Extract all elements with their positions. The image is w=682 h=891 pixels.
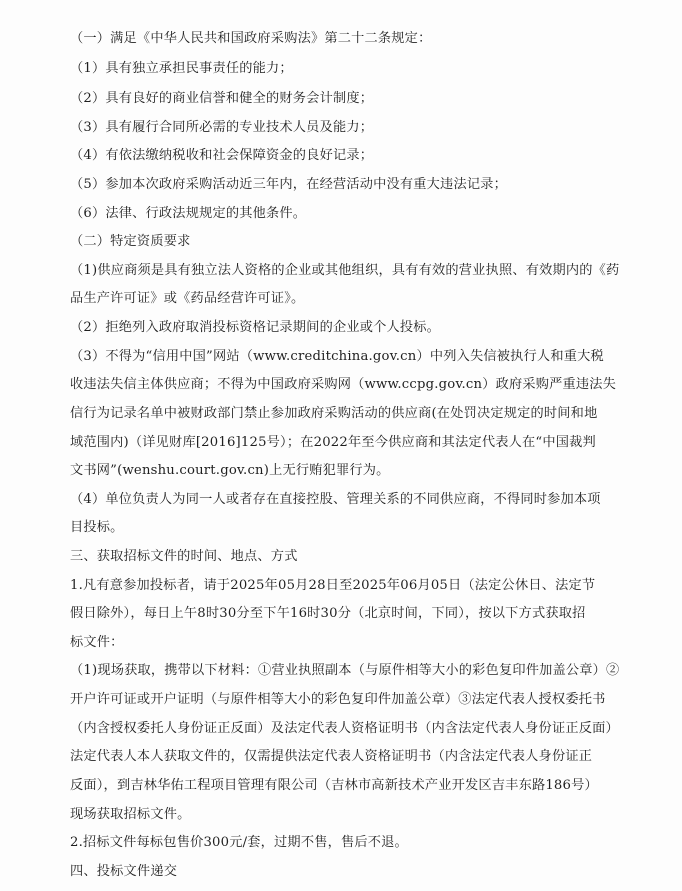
section-heading-general-qualifications: （一）满足《中华人民共和国政府采购法》第二十二条规定：: [70, 31, 432, 46]
section-heading-bid-submission: 四、投标文件递交: [70, 864, 178, 879]
requirement-item-3: （3）具有履行合同所必需的专业技术人员及能力；: [70, 120, 374, 135]
specific-item-2: （2）拒绝列入政府取消投标资格记录期间的企业或个人投标。: [70, 320, 441, 335]
specific-item-3-line-2: 收违法失信主体供应商；不得为中国政府采购网（www.ccpg.gov.cn）政府采购严重违法失: [70, 377, 617, 392]
specific-item-3-line-4: 域范围内)（详见财库[2016]125号）；在2022年至今供应商和其法定代表人在“中国裁判: [70, 435, 596, 450]
requirement-item-4: （4）有依法缴纳税收和社会保障资金的良好记录；: [70, 148, 374, 163]
section-heading-obtain-documents: 三、获取招标文件的时间、地点、方式: [70, 549, 298, 564]
onsite-item-line-2: 开户许可证或开户证明（与原件相等大小的彩色复印件加盖公章）③法定代表人授权委托书: [70, 692, 606, 707]
onsite-item-line-4: 法定代表人本人获取文件的，仅需提供法定代表人资格证明书（内含法定代表人身份证正: [70, 749, 593, 764]
specific-item-3-line-5: 文书网”(wenshu.court.gov.cn)上无行贿犯罪行为。: [70, 463, 390, 478]
specific-item-4-line-2: 目投标。: [70, 520, 124, 535]
specific-item-3-line-3: 信行为记录名单中被财政部门禁止参加政府采购活动的供应商(在处罚决定规定的时间和地: [70, 406, 598, 421]
onsite-item-line-3: （内含授权委托人身份证正反面）及法定代表人资格证明书（内含法定代表人身份证正反面）: [70, 721, 619, 736]
obtain-item-1-line-1: 1.凡有意参加投标者，请于2025年05月28日至2025年06月05日（法定公休日、法定节: [70, 578, 596, 593]
onsite-item-line-1: （1)现场获取，携带以下材料：①营业执照副本（与原件相等大小的彩色复印件加盖公章）②: [70, 663, 620, 678]
requirement-item-1: （1）具有独立承担民事责任的能力；: [70, 61, 293, 76]
requirement-item-2: （2）具有良好的商业信誉和健全的财务会计制度；: [70, 91, 374, 106]
obtain-item-1-line-3: 标文件：: [70, 635, 124, 650]
specific-item-1-line-1: （1)供应商须是具有独立法人资格的企业或其他组织，具有有效的营业执照、有效期内的《药: [70, 263, 620, 278]
section-heading-specific-qualifications: （二）特定资质要求: [70, 234, 191, 249]
specific-item-4-line-1: （4）单位负责人为同一人或者存在直接控股、管理关系的不同供应商，不得同时参加本项: [70, 492, 601, 507]
obtain-item-1-line-2: 假日除外），每日上午8时30分至下午16时30分（北京时间，下同），按以下方式获取招: [70, 606, 586, 621]
requirement-item-5: （5）参加本次政府采购活动近三年内，在经营活动中没有重大违法记录；: [70, 177, 507, 192]
specific-item-3-line-1: （3）不得为“信用中国”网站（www.creditchina.gov.cn）中列入失信被执行人和重大税: [70, 349, 604, 364]
specific-item-1-line-2: 品生产许可证》或《药品经营许可证》。: [70, 291, 305, 306]
onsite-item-line-6: 现场获取招标文件。: [70, 807, 191, 822]
price-note: 2.招标文件每标包售价300元/套，过期不售，售后不退。: [70, 835, 408, 850]
onsite-item-line-5: 反面），到吉林华佑工程项目管理有限公司（吉林市高新技术产业开发区吉丰东路186号）: [70, 778, 598, 793]
requirement-item-6: （6）法律、行政法规规定的其他条件。: [70, 206, 307, 221]
